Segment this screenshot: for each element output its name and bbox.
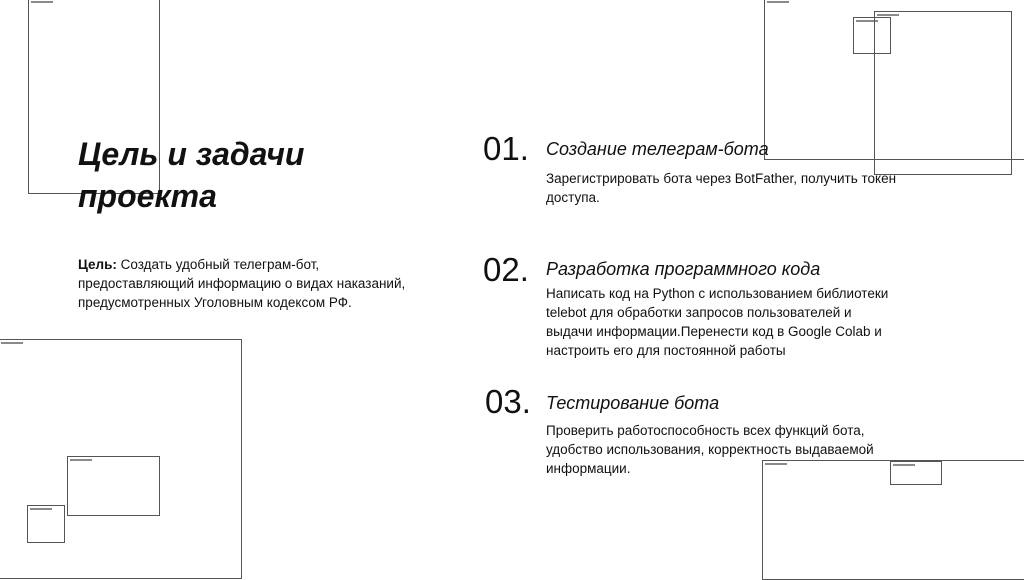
task-description-3-line-2: удобство использования, корректность выдаваемой xyxy=(546,442,874,457)
goal-text-line-3: предусмотренных Уголовным кодексом РФ. xyxy=(78,295,352,310)
page-title xyxy=(78,133,418,217)
task-description-1-line-2: доступа. xyxy=(546,190,600,205)
goal-label: Цель: xyxy=(78,257,117,272)
task-description-1 xyxy=(546,169,946,207)
task-heading-2: Разработка программного кода xyxy=(546,259,821,279)
task-description-2-line-1: Написать код на Python с использованием библиотеки xyxy=(546,286,889,301)
page-title-line-1: Цель и задачи xyxy=(78,136,305,172)
goal-text-line-1: Создать удобный телеграм-бот, xyxy=(116,257,320,272)
task-description-2-line-4: настроить его для постоянной работы xyxy=(546,343,786,358)
task-number-2: 02. xyxy=(483,251,529,288)
task-number-1: 01. xyxy=(483,130,529,167)
task-heading-3: Тестирование бота xyxy=(546,393,720,413)
task-description-1-line-1: Зарегистрировать бота через BotFather, получить токен xyxy=(546,171,897,186)
task-heading-1: Создание телеграм-бота xyxy=(546,139,769,159)
task-description-3 xyxy=(546,421,946,478)
placeholder-frame-top-right-inner xyxy=(874,11,1012,175)
task-description-2-line-3: выдачи информации.Перенести код в Google Colab и xyxy=(546,324,882,339)
task-description-2 xyxy=(546,284,946,360)
task-description-3-line-3: информации. xyxy=(546,461,631,476)
goal-text-line-2: предоставляющий информацию о видах наказаний, xyxy=(78,276,406,291)
task-description-3-line-1: Проверить работоспособность всех функций бота, xyxy=(546,423,865,438)
task-description-2-line-2: telebot для обработки запросов пользователей и xyxy=(546,305,852,320)
placeholder-frame-bottom-left-small xyxy=(27,505,65,543)
goal-paragraph xyxy=(78,255,458,312)
task-number-3: 03. xyxy=(485,383,531,420)
page-title-line-2: проекта xyxy=(78,178,217,214)
placeholder-frame-bottom-left-inner xyxy=(67,456,160,516)
